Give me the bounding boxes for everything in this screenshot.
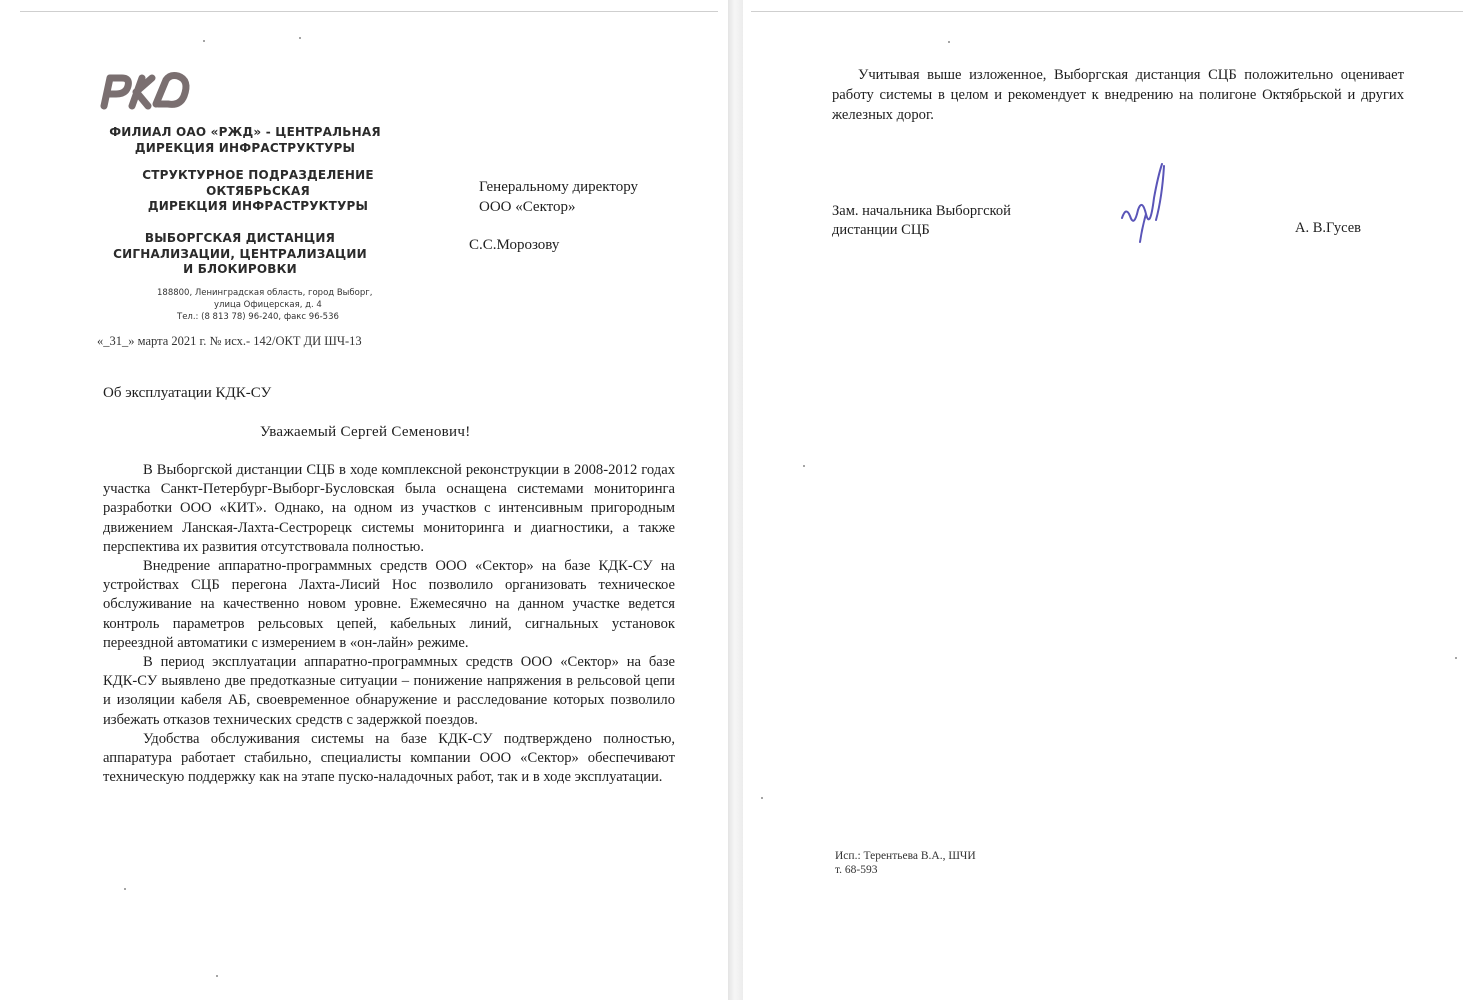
body-paragraph: Внедрение аппаратно-программных средств ООО «Сектор» на базе КДК-СУ на устройствах СЦБ перегона Лахта-Лисий Нос позволило организовать техническое обслуживание на качественно новом уровне. Ежемесячно на данном участке ведется контроль параметров рельсовых цепей, кабельных линий, сигнальных установок переездной автоматики с измерением в «он-лайн» режиме. <box>103 558 675 651</box>
scan-edge-line <box>751 11 1463 12</box>
scan-speck <box>299 37 301 39</box>
conclusion-text: Учитывая выше изложенное, Выборгская дистанция СЦБ положительно оценивает работу системы в целом и рекомендует к внедрению на полигоне Октябрьской и других железных дорог. <box>832 67 1404 123</box>
letterhead-unit-line: СТРУКТУРНОЕ ПОДРАЗДЕЛЕНИЕ <box>142 168 374 182</box>
letterhead-unit <box>108 168 408 215</box>
letterhead-organization <box>95 125 395 156</box>
letterhead-unit-line: ДИРЕКЦИЯ ИНФРАСТРУКТУРЫ <box>147 199 369 213</box>
letterhead-address-line: улица Офицерская, д. 4 <box>214 300 322 310</box>
body-paragraph: В период эксплуатации аппаратно-программных средств ООО «Сектор» на базе КДК-СУ выявлено две предотказные ситуации – понижение напряжения в рельсовой цепи и изоляции кабеля АБ, своевременное обнаружение и расследование которых позволило избежать отказов технических средств с задержкой поездов. <box>103 654 675 728</box>
scan-speck <box>761 797 763 799</box>
letterhead-address-line: 188800, Ленинградская область, город Выборг, <box>157 288 373 298</box>
addressee-position: Генеральному директору <box>479 179 639 195</box>
letterhead-org-line: ДИРЕКЦИЯ ИНФРАСТРУКТУРЫ <box>134 140 356 155</box>
scan-speck <box>1455 657 1457 659</box>
outgoing-reference: «_31_» марта 2021 г. № исх.- 142/ОКТ ДИ ШЧ-13 <box>97 334 362 348</box>
addressee-company: ООО «Сектор» <box>479 199 576 215</box>
letterhead-division-line: СИГНАЛИЗАЦИИ, ЦЕНТРАЛИЗАЦИИ <box>113 246 367 261</box>
rzd-logo <box>96 66 196 110</box>
letter-body <box>103 461 675 787</box>
body-paragraph: Удобства обслуживания системы на базе КДК-СУ подтверждено полностью, аппаратура работает стабильно, специалисты компании ООО «Сектор» обеспечивают техническую поддержку как на этапе пуско-наладочных работ, так и в ходе эксплуатации. <box>103 730 675 786</box>
conclusion-paragraph <box>832 65 1404 125</box>
letterhead-phone-line: Тел.: (8 813 78) 96-240, факс 96-536 <box>177 312 339 322</box>
scan-speck <box>203 40 205 42</box>
scan-speck <box>216 975 218 977</box>
letter-page-1 <box>0 0 728 1000</box>
signatory-title-line: дистанции СЦБ <box>832 222 930 238</box>
salutation: Уважаемый Сергей Семенович! <box>260 424 471 440</box>
executor-phone: т. 68-593 <box>835 864 878 876</box>
letterhead-division-line: И БЛОКИРОВКИ <box>183 262 297 276</box>
body-paragraph: В Выборгской дистанции СЦБ в ходе комплексной реконструкции в 2008-2012 годах участка Санкт-Петербург-Выборг-Бусловская была оснащена системами мониторинга разработки ООО «КИТ». Однако, на одном из участков с интенсивным пригородным движением Ланская-Лахта-Сестрорецк системы мониторинга и диагностики, а также перспектива их развития отсутствовала полностью. <box>103 462 675 555</box>
signature <box>1112 158 1176 248</box>
scan-edge-line <box>20 11 718 12</box>
letterhead-division-line: ВЫБОРГСКАЯ ДИСТАНЦИЯ <box>144 231 336 245</box>
scan-speck <box>803 465 805 467</box>
letter-subject: Об эксплуатации КДК-СУ <box>103 385 272 401</box>
scan-speck <box>948 41 950 43</box>
letterhead-unit-line: ОКТЯБРЬСКАЯ <box>206 183 310 198</box>
letterhead-division <box>90 231 390 278</box>
letterhead-org-line: ФИЛИАЛ ОАО «РЖД» - ЦЕНТРАЛЬНАЯ <box>109 125 381 139</box>
executor-line: Исп.: Терентьева В.А., ШЧИ <box>835 850 976 862</box>
addressee-name: С.С.Морозову <box>469 237 560 253</box>
signatory-title-line: Зам. начальника Выборгской <box>832 203 1011 219</box>
page-gutter <box>728 0 743 1000</box>
signatory-name: А. В.Гусев <box>1295 220 1361 236</box>
scan-speck <box>124 888 126 890</box>
